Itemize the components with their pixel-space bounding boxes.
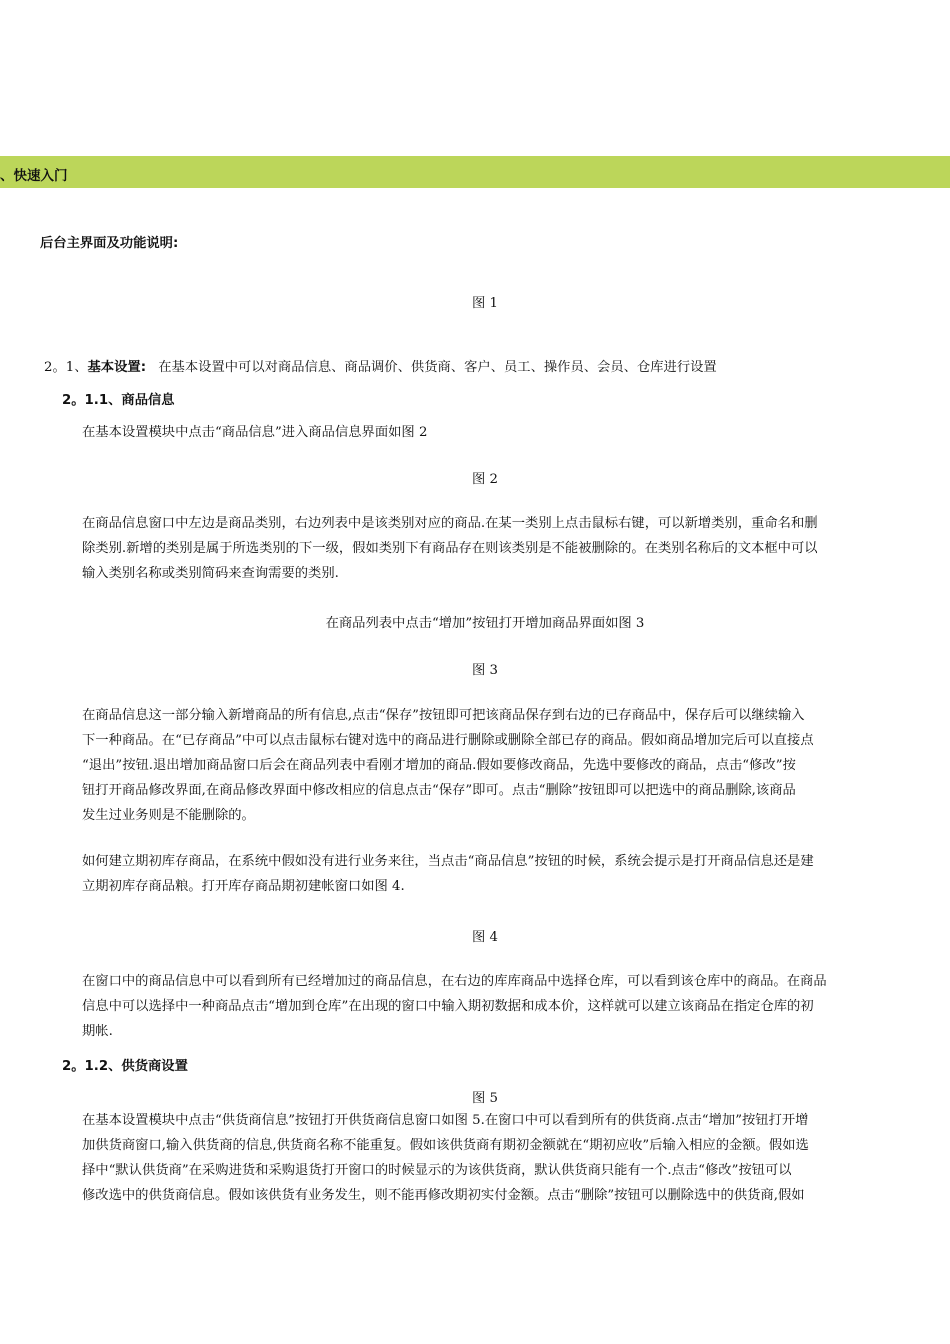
opening-stock-paragraph: [82, 849, 888, 899]
paragraph-line: 钮打开商品修改界面,在商品修改界面中修改相应的信息点击“保存”即可。点击“删除”按钮即可以把选中的商品删除,该商品: [82, 783, 796, 798]
figure-caption-1: 图 1: [472, 296, 498, 311]
goods-info-intro: 在基本设置模块中点击“商品信息”进入商品信息界面如图 2: [82, 425, 428, 440]
section-2-1-number: 2。1、: [44, 360, 88, 375]
goods-category-paragraph: [82, 511, 888, 586]
intro-heading: 后台主界面及功能说明:: [40, 236, 179, 251]
section-2-1-1-heading: 2。1.1、商品信息: [62, 393, 175, 408]
figure-caption-5: 图 5: [472, 1091, 498, 1106]
add-goods-paragraph: [82, 703, 888, 828]
paragraph-line: 在商品信息这一部分输入新增商品的所有信息,点击“保存”按钮即可把该商品保存到右边的已存商品中，保存后可以继续输入: [82, 708, 805, 723]
figure-caption-2: 图 2: [472, 472, 498, 487]
paragraph-line: 加供货商窗口,输入供货商的信息,供货商名称不能重复。假如该供货商有期初金额就在“期初应收”后输入相应的金额。假如选: [82, 1138, 809, 1153]
paragraph-line: 立期初库存商品粮。打开库存商品期初建帐窗口如图 4.: [82, 879, 405, 894]
paragraph-line: 在商品信息窗口中左边是商品类别，右边列表中是该类别对应的商品.在某一类别上点击鼠标右键，可以新增类别，重命名和删: [82, 516, 818, 531]
figure-caption-4: 图 4: [472, 930, 498, 945]
section-2-1-line: [44, 356, 717, 375]
paragraph-line: 在窗口中的商品信息中可以看到所有已经增加过的商品信息，在右边的库库商品中选择仓库，可以看到该仓库中的商品。在商品: [82, 974, 827, 989]
paragraph-line: 除类别.新增的类别是属于所选类别的下一级，假如类别下有商品存在则该类别是不能被删除的。在类别名称后的文本框中可以: [82, 541, 818, 556]
paragraph-line: 在基本设置模块中点击“供货商信息”按钮打开供货商信息窗口如图 5.在窗口中可以看到所有的供货商.点击“增加”按钮打开增: [82, 1113, 809, 1128]
section-title: 、快速入门: [0, 168, 68, 184]
paragraph-line: 下一种商品。在“已存商品”中可以点击鼠标右键对选中的商品进行删除或删除全部已存的商品。假如商品增加完后可以直接点: [82, 733, 814, 748]
paragraph-line: 信息中可以选择中一种商品点击“增加到仓库”在出现的窗口中输入期初数据和成本价，这样就可以建立该商品在指定仓库的初: [82, 999, 814, 1014]
supplier-paragraph: [82, 1108, 888, 1208]
paragraph-line: 修改选中的供货商信息。假如该供货有业务发生，则不能再修改期初实付金额。点击“删除”按钮可以删除选中的供货商,假如: [82, 1188, 805, 1203]
section-banner: [0, 156, 950, 188]
paragraph-line: 如何建立期初库存商品，在系统中假如没有进行业务来往，当点击“商品信息”按钮的时候，系统会提示是打开商品信息还是建: [82, 854, 814, 869]
paragraph-line: 择中“默认供货商”在采购进货和采购退货打开窗口的时候显示的为该供货商，默认供货商只能有一个.点击“修改”按钮可以: [82, 1163, 792, 1178]
paragraph-line: 输入类别名称或类别简码来查询需要的类别.: [82, 566, 339, 581]
add-goods-line: 在商品列表中点击“增加”按钮打开增加商品界面如图 3: [325, 616, 645, 631]
section-2-1-desc: 在基本设置中可以对商品信息、商品调价、供货商、客户、员工、操作员、会员、仓库进行设置: [158, 360, 717, 375]
section-2-1-2-heading: 2。1.2、供货商设置: [62, 1059, 188, 1074]
section-2-1-title: 基本设置:: [87, 360, 147, 375]
warehouse-paragraph: [82, 969, 888, 1044]
paragraph-line: “退出”按钮.退出增加商品窗口后会在商品列表中看刚才增加的商品.假如要修改商品，先选中要修改的商品，点击“修改”按: [82, 758, 796, 773]
paragraph-line: 发生过业务则是不能删除的。: [82, 808, 255, 823]
paragraph-line: 期帐.: [82, 1024, 113, 1039]
figure-caption-3: 图 3: [472, 663, 498, 678]
